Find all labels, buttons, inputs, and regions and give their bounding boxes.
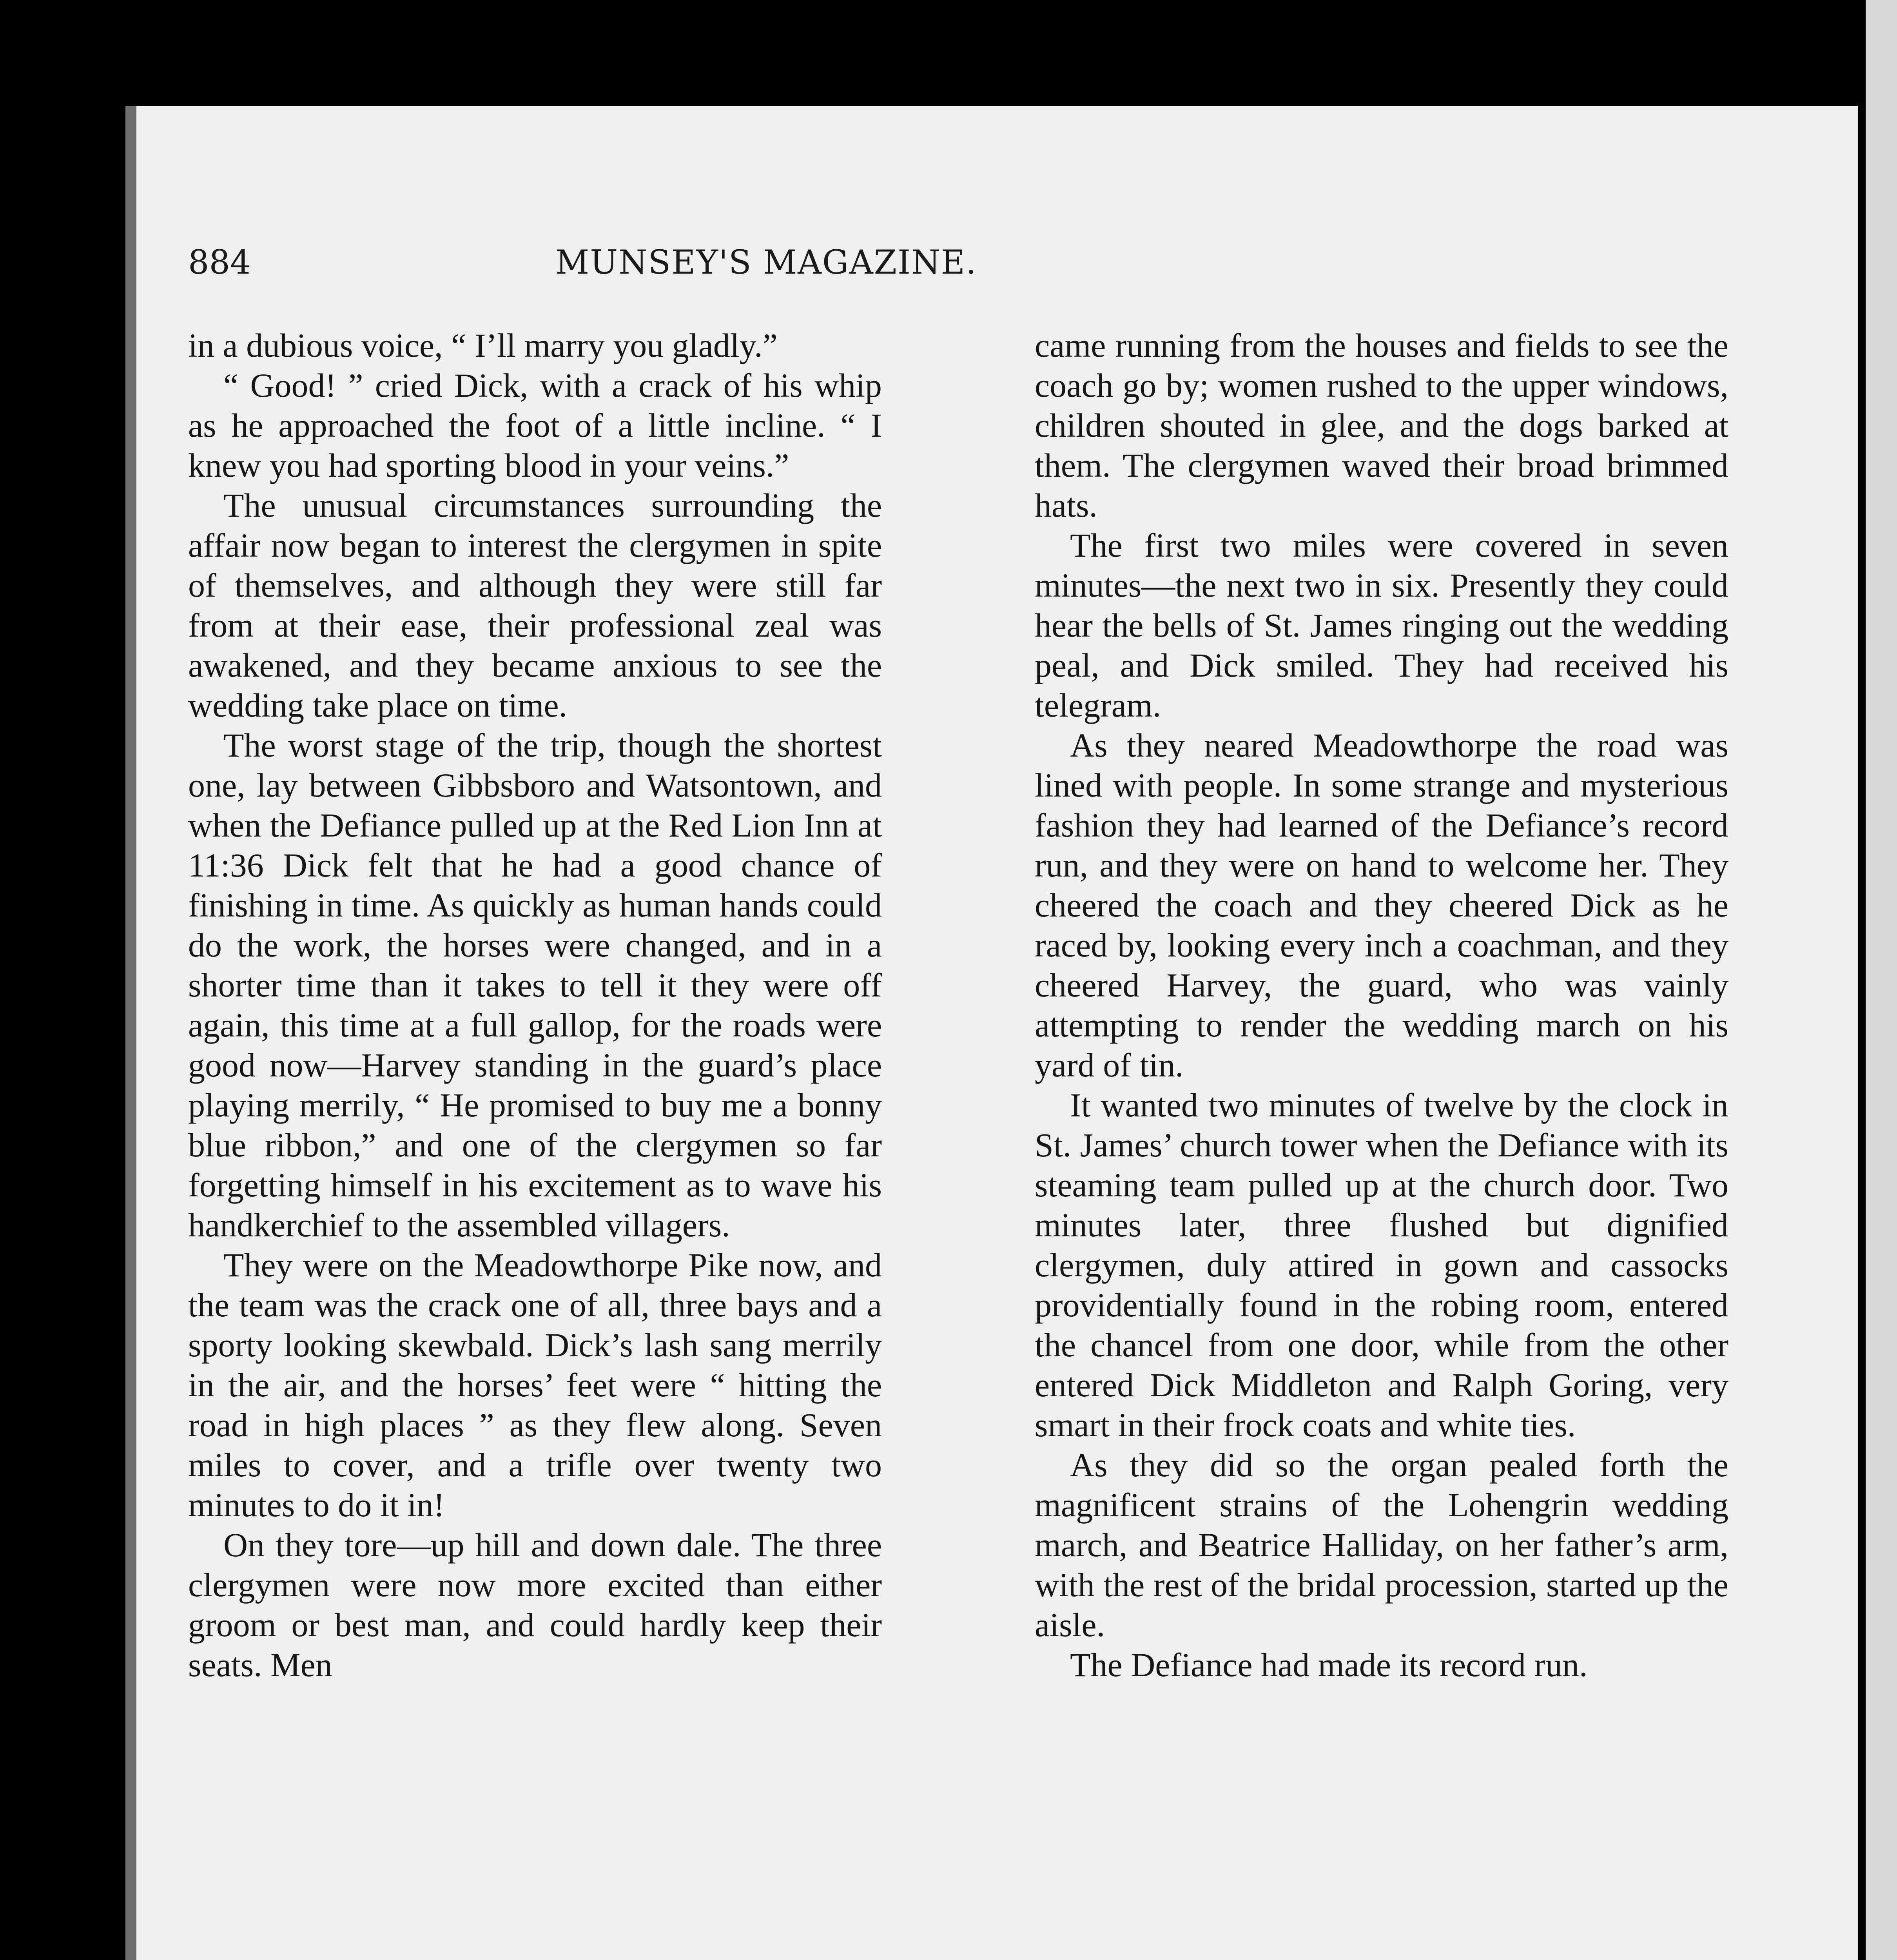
paragraph: As they did so the organ pealed forth the magnificent strains of the Lohengrin wedding march, and Beatrice Halliday, on her father’s arm, with the rest of the bridal procession, started up the aisle.: [1035, 1446, 1728, 1644]
paragraph: The Defiance had made its record run.: [1070, 1646, 1588, 1684]
paragraph: It wanted two minutes of twelve by the clock in St. James’ church tower when the Defiance with its steaming team pulled up at the church door. Two minutes later, three flushed but dignified clergymen, duly attired in gown and cassocks providentially found in the robing room, entered the chancel from one door, while from the other entered Dick Middleton and Ralph Goring, very smart in their frock coats and white ties.: [1035, 1086, 1728, 1444]
magazine-title: MUNSEY'S MAGAZINE.: [555, 243, 977, 281]
paragraph: in a dubious voice, “ I’ll marry you gladly.”: [188, 327, 778, 364]
left-column: [188, 325, 882, 1685]
page-header: [188, 243, 1344, 290]
paragraph: The unusual circumstances surrounding the affair now began to interest the clergymen in spite of themselves, and although they were still far from at their ease, their professional zeal was awakened, and they became anxious to see the wedding take place on time.: [188, 486, 882, 724]
right-column: [1035, 325, 1728, 1685]
page-number: 884: [188, 243, 251, 281]
paragraph: “ Good! ” cried Dick, with a crack of his whip as he approached the foot of a little incline. “ I knew you had sporting blood in your veins.”: [188, 367, 882, 484]
paragraph: As they neared Meadowthorpe the road was lined with people. In some strange and mysterious fashion they had learned of the Defiance’s record run, and they were on hand to welcome her. They cheered the coach and they cheered Dick as he raced by, looking every inch a coachman, and they cheered Harvey, the guard, who was vainly attempting to render the wedding march on his yard of tin.: [1035, 726, 1728, 1084]
paragraph: came running from the houses and fields to see the coach go by; women rushed to the upper windows, children shouted in glee, and the dogs barked at them. The clergymen waved their broad brimmed hats.: [1035, 327, 1728, 524]
adjacent-page-edge: [1866, 0, 1897, 1960]
paragraph: The worst stage of the trip, though the shortest one, lay between Gibbsboro and Watsontown, and when the Defiance pulled up at the Red Lion Inn at 11:36 Dick felt that he had a good chance of finishing in time. As quickly as human hands could do the work, the horses were changed, and in a shorter time than it takes to tell it they were off again, this time at a full gallop, for the roads were good now—Harvey standing in the guard’s place playing merrily, “ He promised to buy me a bonny blue ribbon,” and one of the clergymen so far forgetting himself in his excitement as to wave his handkerchief to the assembled villagers.: [188, 726, 882, 1244]
paragraph: They were on the Meadowthorpe Pike now, and the team was the crack one of all, three bays and a sporty looking skewbald. Dick’s lash sang merrily in the air, and the horses’ feet were “ hitting the road in high places ” as they flew along. Seven miles to cover, and a trifle over twenty two minutes to do it in!: [188, 1246, 882, 1524]
paragraph: The first two miles were covered in seven minutes—the next two in six. Presently they could hear the bells of St. James ringing out the wedding peal, and Dick smiled. They had received his telegram.: [1035, 526, 1728, 724]
paragraph: On they tore—up hill and down dale. The three clergymen were now more excited than either groom or best man, and could hardly keep their seats. Men: [188, 1526, 882, 1684]
